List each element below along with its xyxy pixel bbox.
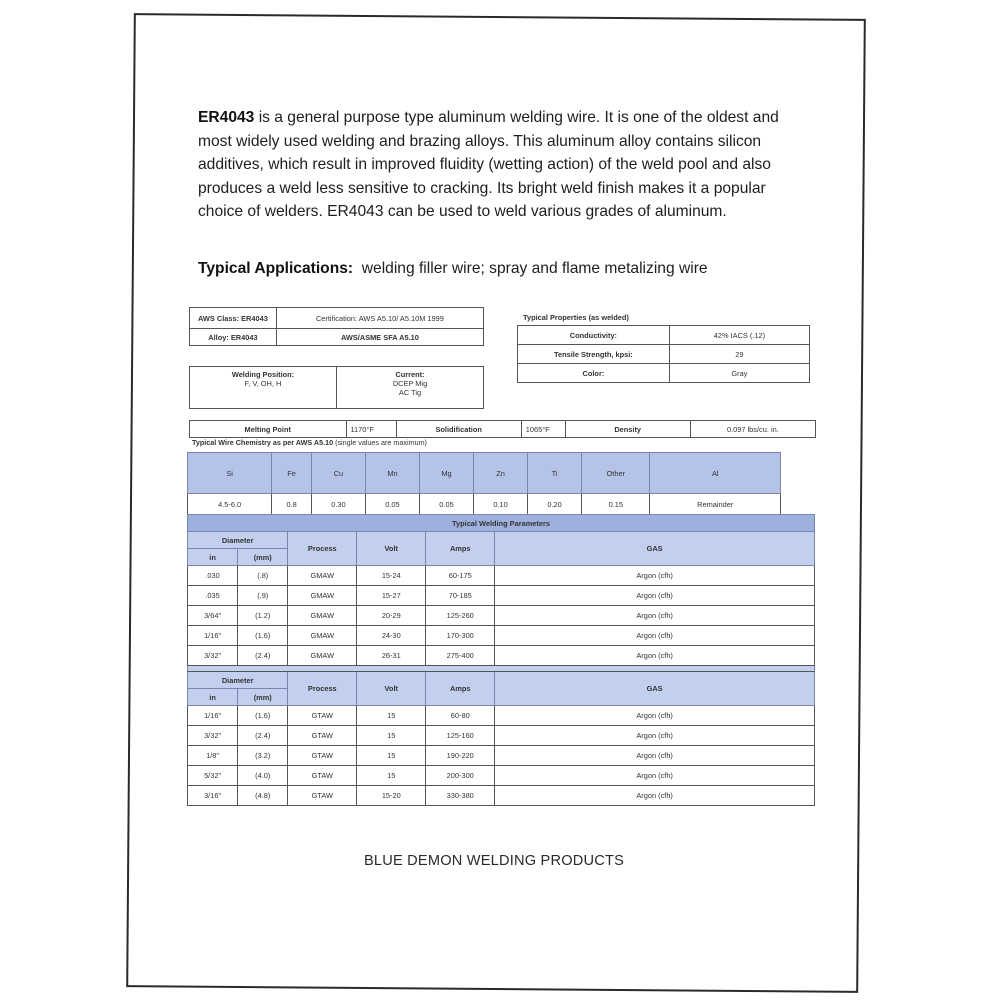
property-value: Gray	[669, 364, 809, 383]
cell-amps: 330-380	[426, 786, 495, 806]
cell-mm: (4.0)	[238, 766, 288, 786]
aws-class: AWS Class: ER4043	[190, 308, 277, 329]
chem-element-value: 0.05	[365, 494, 419, 515]
chem-element-header: Ti	[528, 453, 582, 494]
cell-gas: Argon (cfh)	[495, 766, 815, 786]
cell-amps: 60-175	[426, 566, 495, 586]
cell-volt: 15-20	[357, 786, 426, 806]
welding-row-gtaw	[188, 746, 815, 766]
intro-text: is a general purpose type aluminum welding wire. It is one of the oldest and most widely used welding and brazing alloys. This aluminum alloy contains silicon additives, which result in improved fluidity (wetting action) of the weld pool and also produces a weld less sensitive to cracking. Its bright weld finish makes it a popular choice of welders. ER4043 can be used to weld various grades of aluminum.	[198, 109, 779, 220]
cell-process: GTAW	[288, 726, 357, 746]
welding-row-gtaw	[188, 766, 815, 786]
chem-element-value: 0.15	[582, 494, 650, 515]
cell-gas: Argon (cfh)	[495, 586, 815, 606]
diameter-header: Diameter	[188, 672, 288, 689]
cell-process: GMAW	[288, 566, 357, 586]
diameter-in-header: in	[188, 689, 238, 706]
cell-in: 3/32"	[188, 646, 238, 666]
cell-gas: Argon (cfh)	[495, 646, 815, 666]
cell-volt: 20-29	[357, 606, 426, 626]
solidification-value: 1065°F	[521, 421, 565, 438]
diameter-in-header: in	[188, 549, 238, 566]
cell-process: GTAW	[288, 706, 357, 726]
cell-volt: 15-24	[357, 566, 426, 586]
property-label: Conductivity:	[518, 326, 670, 345]
welding-row-gmaw	[188, 646, 815, 666]
cell-mm: (2.4)	[238, 646, 288, 666]
cell-process: GTAW	[288, 746, 357, 766]
property-row	[518, 326, 810, 345]
density-value: 0.097 lbs/cu. in.	[690, 421, 815, 438]
welding-row-gmaw	[188, 626, 815, 646]
process-header: Process	[288, 672, 357, 706]
chem-element-header: Mn	[365, 453, 419, 494]
cell-amps: 125-260	[426, 606, 495, 626]
cell-mm: (4.8)	[238, 786, 288, 806]
cell-process: GMAW	[288, 626, 357, 646]
cell-process: GTAW	[288, 766, 357, 786]
chem-element-value: Remainder	[650, 494, 781, 515]
cell-in: 3/32"	[188, 726, 238, 746]
cell-mm: (1.2)	[238, 606, 288, 626]
cell-in: 5/32"	[188, 766, 238, 786]
chem-element-header: Cu	[311, 453, 365, 494]
cell-amps: 125-160	[426, 726, 495, 746]
intro-paragraph	[198, 106, 808, 224]
cell-amps: 170-300	[426, 626, 495, 646]
cell-volt: 15	[357, 746, 426, 766]
cell-mm: (.9)	[238, 586, 288, 606]
properties-table	[517, 325, 810, 383]
property-value: 42% IACS (.12)	[669, 326, 809, 345]
volt-header: Volt	[357, 532, 426, 566]
company-name: BLUE DEMON WELDING PRODUCTS	[364, 853, 625, 869]
properties-caption: Typical Properties (as welded)	[523, 313, 629, 322]
typical-applications	[198, 260, 708, 278]
cell-amps: 190-220	[426, 746, 495, 766]
cell-amps: 200-300	[426, 766, 495, 786]
certification: Certification: AWS A5.10/ A5.10M 1999	[276, 308, 483, 329]
cell-mm: (1.6)	[238, 706, 288, 726]
property-value: 29	[669, 345, 809, 364]
chem-element-value: 4.5-6.0	[188, 494, 272, 515]
cell-gas: Argon (cfh)	[495, 606, 815, 626]
chem-element-header: Si	[188, 453, 272, 494]
welding-row-gmaw	[188, 566, 815, 586]
cell-mm: (.8)	[238, 566, 288, 586]
diameter-header: Diameter	[188, 532, 288, 549]
cell-gas: Argon (cfh)	[495, 726, 815, 746]
cell-volt: 15	[357, 706, 426, 726]
gas-header: GAS	[495, 532, 815, 566]
cell-gas: Argon (cfh)	[495, 746, 815, 766]
property-label: Tensile Strength, kpsi:	[518, 345, 670, 364]
cell-gas: Argon (cfh)	[495, 786, 815, 806]
amps-header: Amps	[426, 672, 495, 706]
chem-element-value: 0.30	[311, 494, 365, 515]
position-label: Welding Position:	[231, 370, 295, 379]
chemistry-table	[187, 452, 781, 515]
cell-in: 3/64"	[188, 606, 238, 626]
cell-in: 1/16"	[188, 706, 238, 726]
welding-row-gtaw	[188, 726, 815, 746]
cell-volt: 15	[357, 726, 426, 746]
welding-row-gtaw	[188, 786, 815, 806]
cell-volt: 24-30	[357, 626, 426, 646]
volt-header: Volt	[357, 672, 426, 706]
cell-volt: 15-27	[357, 586, 426, 606]
welding-row-gmaw	[188, 606, 815, 626]
physical-properties-table	[189, 420, 816, 438]
property-row	[518, 345, 810, 364]
chem-element-value: 0.8	[272, 494, 312, 515]
chemistry-caption-title: Typical Wire Chemistry as per AWS A5.10	[192, 438, 334, 447]
welding-row-gtaw	[188, 706, 815, 726]
welding-parameters-title: Typical Welding Parameters	[188, 515, 815, 532]
diameter-mm-header: (mm)	[238, 689, 288, 706]
cell-mm: (1.6)	[238, 626, 288, 646]
cell-process: GMAW	[288, 646, 357, 666]
property-row	[518, 364, 810, 383]
aws-spec: AWS/ASME SFA A5.10	[276, 329, 483, 346]
chem-element-header: Mg	[419, 453, 473, 494]
melting-point-value: 1170°F	[346, 421, 396, 438]
current-mig: DCEP Mig	[392, 379, 428, 388]
welding-row-gmaw	[188, 586, 815, 606]
cell-gas: Argon (cfh)	[495, 566, 815, 586]
chem-element-header: Zn	[474, 453, 528, 494]
alloy: Alloy: ER4043	[190, 329, 277, 346]
cell-process: GMAW	[288, 606, 357, 626]
applications-value: welding filler wire; spray and flame metalizing wire	[353, 260, 708, 277]
cell-gas: Argon (cfh)	[495, 626, 815, 646]
chem-element-value: 0.20	[528, 494, 582, 515]
cell-in: .030	[188, 566, 238, 586]
chem-element-header: Fe	[272, 453, 312, 494]
cell-in: .035	[188, 586, 238, 606]
process-header: Process	[288, 532, 357, 566]
chemistry-caption-note: (single values are maximum)	[333, 438, 427, 447]
cell-in: 1/8"	[188, 746, 238, 766]
chem-element-value: 0.10	[474, 494, 528, 515]
cell-process: GMAW	[288, 586, 357, 606]
cell-volt: 15	[357, 766, 426, 786]
solidification-label: Solidification	[396, 421, 521, 438]
position-value: F, V, OH, H	[244, 379, 282, 388]
product-name: ER4043	[198, 109, 255, 126]
cell-in: 3/16"	[188, 786, 238, 806]
cell-amps: 70-185	[426, 586, 495, 606]
cell-mm: (2.4)	[238, 726, 288, 746]
chem-element-header: Other	[582, 453, 650, 494]
chemistry-caption	[192, 438, 427, 447]
cell-amps: 275-400	[426, 646, 495, 666]
welding-position-table	[189, 366, 484, 409]
melting-point-label: Melting Point	[190, 421, 347, 438]
diameter-mm-header: (mm)	[238, 549, 288, 566]
cell-process: GTAW	[288, 786, 357, 806]
current-label: Current:	[395, 370, 425, 379]
amps-header: Amps	[426, 532, 495, 566]
cell-volt: 26-31	[357, 646, 426, 666]
cell-amps: 60-80	[426, 706, 495, 726]
property-label: Color:	[518, 364, 670, 383]
density-label: Density	[565, 421, 690, 438]
cell-in: 1/16"	[188, 626, 238, 646]
applications-label: Typical Applications:	[198, 260, 354, 277]
chem-element-value: 0.05	[419, 494, 473, 515]
aws-class-table	[189, 307, 484, 346]
cell-gas: Argon (cfh)	[495, 706, 815, 726]
welding-parameters-table	[187, 514, 815, 806]
chem-element-header: Al	[650, 453, 781, 494]
cell-mm: (3.2)	[238, 746, 288, 766]
gas-header: GAS	[495, 672, 815, 706]
current-tig: AC Tig	[398, 388, 422, 397]
